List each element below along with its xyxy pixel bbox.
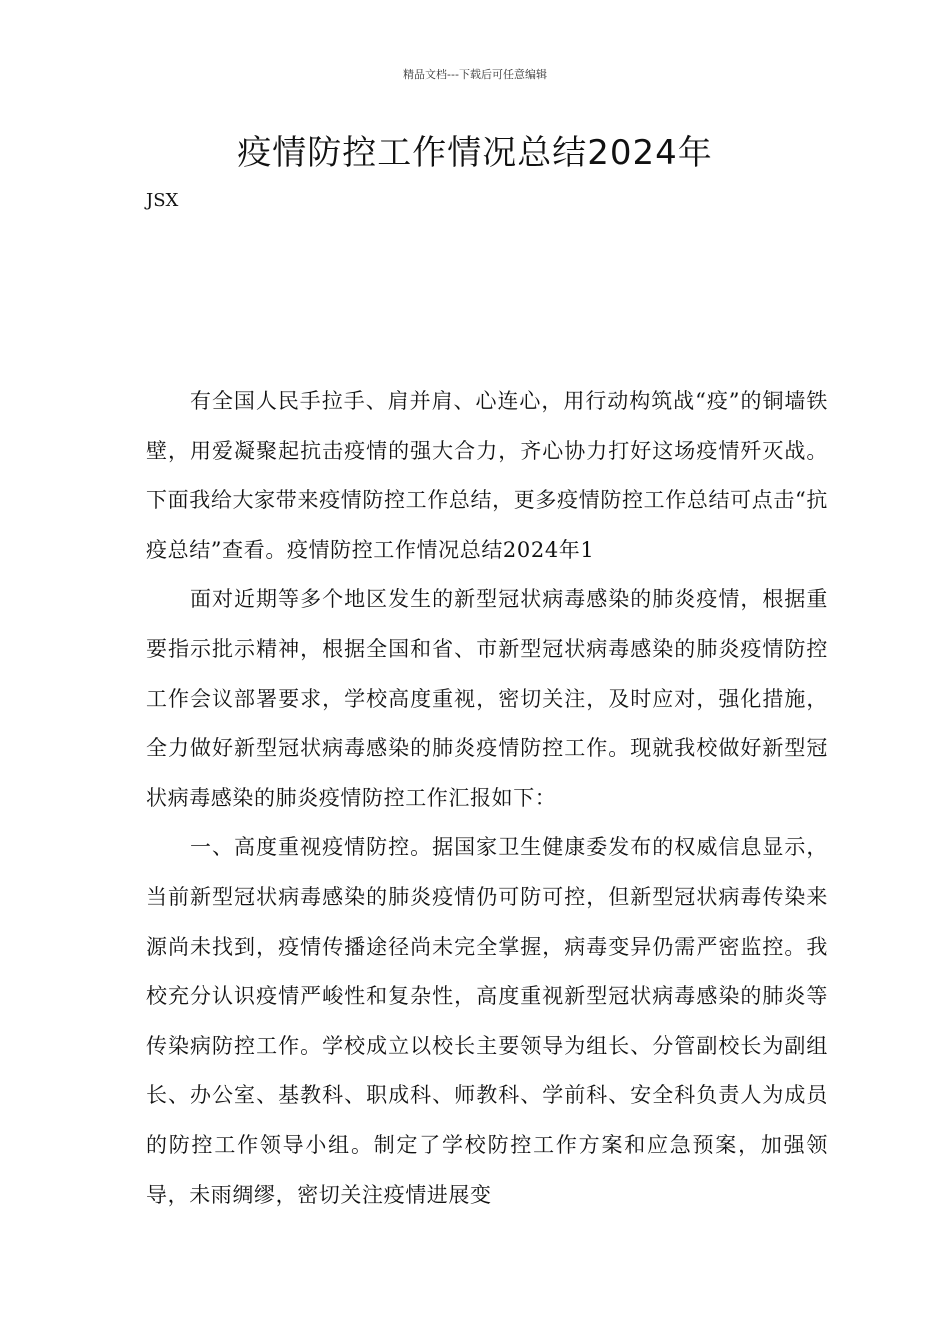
paragraph-section-one: 一、高度重视疫情防控。据国家卫生健康委发布的权威信息显示，当前新型冠状病毒感染的肺炎疫情仍可防可控，但新型冠状病毒传染来源尚未找到，疫情传播途径尚未完全掌握，病毒变异仍需严密监控。我校充分认识疫情严峻性和复杂性，高度重视新型冠状病毒感染的肺炎等传染病防控工作。学校成立以校长主要领导为组长、分管副校长为副组长、办公室、基教科、职成科、师教科、学前科、安全科负责人为成员的防控工作领导小组。制定了学校防控工作方案和应急预案，加强领导，未雨绸缪，密切关注疫情进展变: [146, 835, 828, 1207]
body-text: [146, 377, 828, 1220]
author-line: JSX: [146, 190, 179, 211]
paragraph-response: 面对近期等多个地区发生的新型冠状病毒感染的肺炎疫情，根据重要指示批示精神，根据全国和省、市新型冠状病毒感染的肺炎疫情防控工作会议部署要求，学校高度重视，密切关注，及时应对，强化措施，全力做好新型冠状病毒感染的肺炎疫情防控工作。现就我校做好新型冠状病毒感染的肺炎疫情防控工作汇报如下：: [146, 587, 828, 810]
paragraph-intro: 有全国人民手拉手、肩并肩、心连心，用行动构筑战“疫”的铜墙铁壁，用爱凝聚起抗击疫情的强大合力，齐心协力打好这场疫情歼灭战。下面我给大家带来疫情防控工作总结，更多疫情防控工作总结可点击“抗疫总结”查看。疫情防控工作情况总结2024年1: [146, 389, 828, 562]
header-note: 精品文档---下载后可任意编辑: [403, 68, 547, 81]
document-title: 疫情防控工作情况总结2024年: [237, 133, 713, 173]
